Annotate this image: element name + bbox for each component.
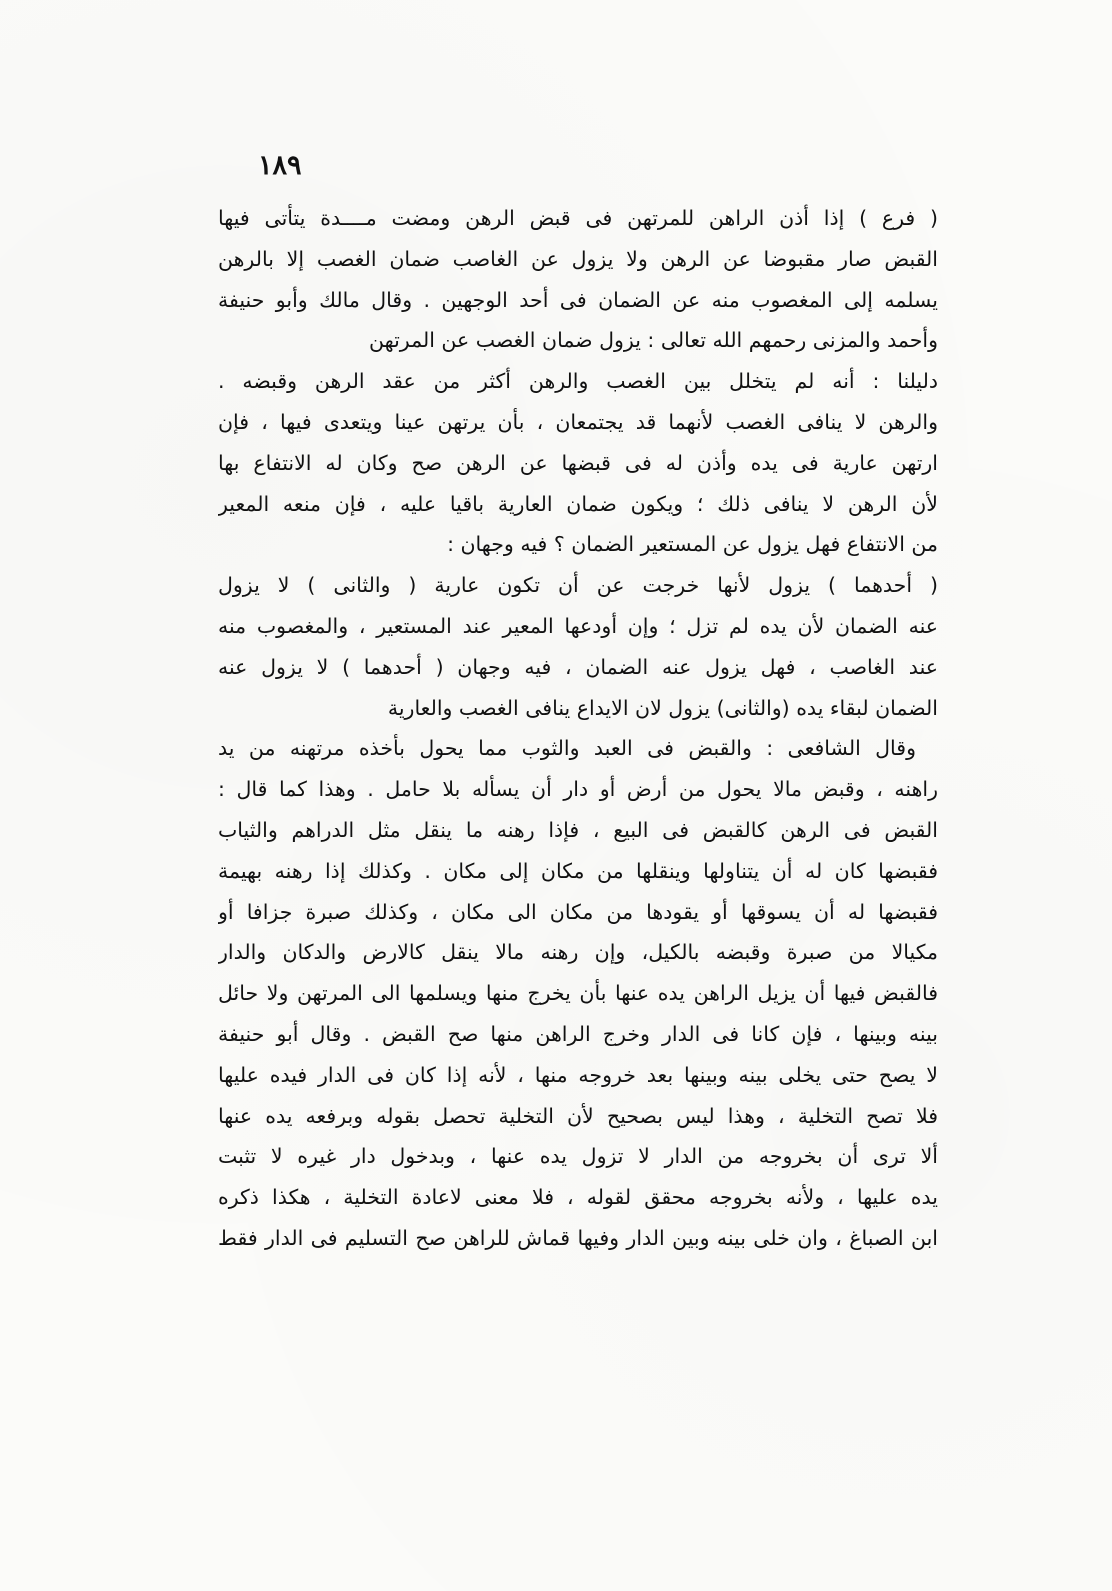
text-line: ( أحدهما ) يزول لأنها خرجت عن أن تكون عارية ( والثانى ) لا يزول xyxy=(218,573,938,598)
text-line: ارتهن عارية فى يده وأذن له فى قبضها عن الرهن صح وكان له الانتفاع بها xyxy=(218,450,938,475)
text-line: فقبضها له أن يسوقها أو يقودها من مكان الى مكان ، وكذلك صبرة جزافا أو xyxy=(218,899,938,924)
text-line: راهنه ، وقبض مالا يحول من أرض أو دار أن يسأله بلا حامل . وهذا كما قال : xyxy=(218,777,938,802)
text-line: لا يصح حتى يخلى بينه وبينها بعد خروجه منها ، لأنه إذا كان فى الدار فيده عليها xyxy=(218,1062,938,1087)
text-line: الضمان لبقاء يده (والثانى) يزول لان الايداع ينافى الغصب والعارية xyxy=(387,695,938,720)
text-line: يسلمه إلى المغصوب منه عن الضمان فى أحد الوجهين . وقال مالك وأبو حنيفة xyxy=(218,287,938,312)
text-line: ( فرع ) إذا أذن الراهن للمرتهن فى قبض الرهن ومضت مــــدة يتأتى فيها xyxy=(218,206,938,230)
text-line: عنه الضمان لأن يده لم تزل ؛ وإن أودعها المعير عند المستعير ، والمغصوب منه xyxy=(218,613,938,638)
text-line: مكيالا من صبرة وقبضه بالكيل، وإن رهنه مالا ينقل كالارض والدكان والدار xyxy=(218,940,938,965)
text-line: فلا تصح التخلية ، وهذا ليس بصحيح لأن التخلية تحصل بقوله وبرفعه يده عنها xyxy=(218,1103,938,1128)
page-number: ١٨٩ xyxy=(258,150,302,181)
text-line: يده عليها ، ولأنه بخروجه محقق لقوله ، فلا معنى لاعادة التخلية ، هكذا ذكره xyxy=(218,1185,938,1210)
body-text xyxy=(218,198,938,1259)
text-line: ابن الصباغ ، وان خلى بينه وبين الدار وفيها قماش للراهن صح التسليم فى الدار فقط xyxy=(218,1225,938,1250)
text-line: دليلنا : أنه لم يتخلل بين الغصب والرهن أكثر من عقد الرهن وقبضه . xyxy=(218,369,938,394)
text-line: فقبضها كان له أن يتناولها وينقلها من مكان إلى مكان . وكذلك إذا رهنه بهيمة xyxy=(218,858,938,883)
text-line: والرهن لا ينافى الغصب لأنهما قد يجتمعان ، بأن يرتهن عينا ويتعدى فيها ، فإن xyxy=(218,409,938,434)
text-line: بينه وبينها ، فإن كانا فى الدار وخرج الراهن منها صح القبض . وقال أبو حنيفة xyxy=(218,1021,938,1046)
text-line: وأحمد والمزنى رحمهم الله تعالى : يزول ضمان الغصب عن المرتهن xyxy=(369,328,938,353)
text-line: لأن الرهن لا ينافى ذلك ؛ ويكون ضمان العارية باقيا عليه ، فإن منعه المعير xyxy=(218,491,938,516)
text-line: القبض صار مقبوضا عن الرهن ولا يزول عن الغاصب ضمان الغصب إلا بالرهن xyxy=(218,246,938,271)
text-line: فالقبض فيها أن يزيل الراهن يده عنها بأن يخرج منها ويسلمها الى المرتهن ولا حائل xyxy=(218,981,938,1006)
text-line: القبض فى الرهن كالقبض فى البيع ، فإذا رهنه ما ينقل مثل الدراهم والثياب xyxy=(218,817,938,842)
text-line: عند الغاصب ، فهل يزول عنه الضمان ، فيه وجهان ( أحدهما ) لا يزول عنه xyxy=(218,654,938,679)
text-line: وقال الشافعى : والقبض فى العبد والثوب مما يحول بأخذه مرتهنه من يد xyxy=(218,736,916,761)
text-line: ألا ترى أن بخروجه من الدار لا تزول يده عنها ، وبدخول دار غيره لا تثبت xyxy=(218,1144,938,1169)
text-line: من الانتفاع فهل يزول عن المستعير الضمان ؟ فيه وجهان : xyxy=(447,532,938,557)
